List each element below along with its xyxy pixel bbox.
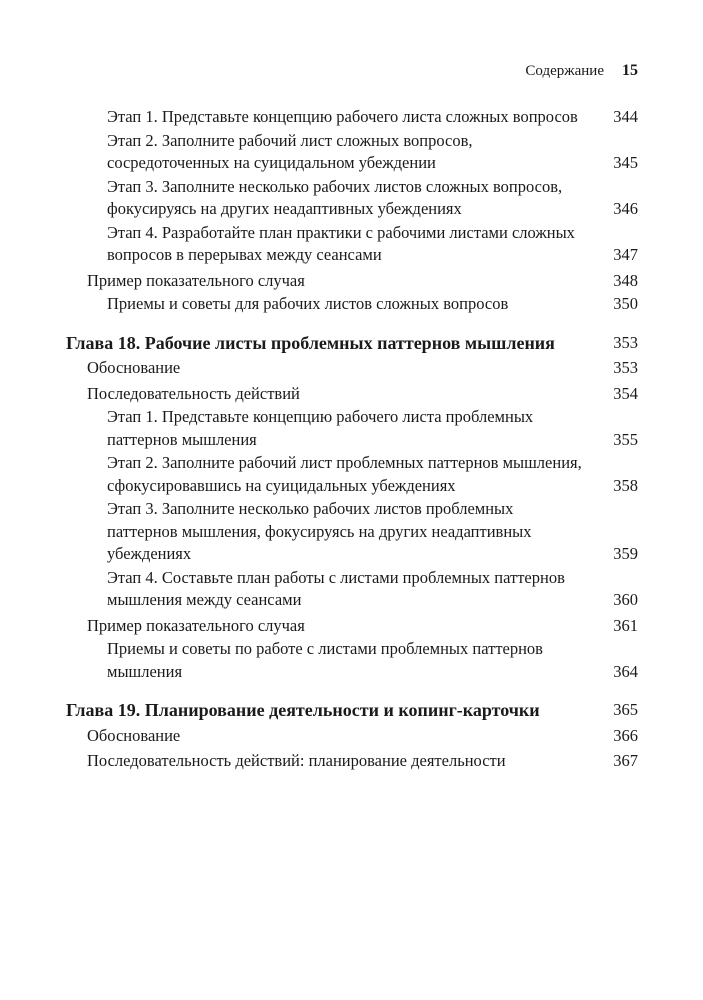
- toc-entry-page: 346: [613, 199, 638, 218]
- toc-chapter-entry: [66, 699, 638, 722]
- toc-entry-title: Пример показательного случая: [87, 615, 305, 635]
- toc-entry-page: 365: [613, 700, 638, 719]
- toc-subsection-entry: [66, 638, 638, 683]
- toc-entry-page: 360: [613, 590, 638, 609]
- toc-entry-title: Этап 1. Представьте концепцию рабочего листа проблемных паттернов мышления: [107, 407, 534, 449]
- toc-entry-title: Этап 4. Составьте план работы с листами проблемных паттернов мышления между сеансами: [107, 567, 565, 609]
- toc-entry-title: Этап 2. Заполните рабочий лист сложных вопросов, сосредоточенных на суицидальном убеждении: [107, 130, 473, 172]
- toc-subsection-entry: [66, 452, 638, 497]
- toc-subsection-entry: [66, 498, 638, 566]
- page-number: 15: [622, 62, 638, 79]
- toc-entry-page: 361: [613, 615, 638, 635]
- toc-entry-page: 354: [613, 383, 638, 403]
- toc-entry-page: 364: [613, 661, 638, 681]
- toc-entry-title: Последовательность действий: планирование деятельности: [87, 751, 506, 770]
- toc-entry-page: 366: [613, 725, 638, 745]
- toc-subsection-entry: [66, 106, 638, 129]
- toc-entry-title: Этап 4. Разработайте план практики с рабочими листами сложных вопросов в перерывах между сеансами: [107, 222, 575, 264]
- toc-subsection-entry: [66, 567, 638, 612]
- toc-section-entry: [66, 383, 638, 406]
- toc-entry-title: Приемы и советы для рабочих листов сложных вопросов: [107, 294, 509, 313]
- toc-entry-page: 350: [613, 294, 638, 313]
- toc-entry-title: Последовательность действий: [87, 383, 300, 403]
- table-of-contents: [66, 105, 638, 773]
- toc-entry-title: Этап 3. Заполните несколько рабочих листов сложных вопросов, фокусируясь на других неадаптивных убеждениях: [107, 176, 563, 218]
- toc-section-entry: [66, 270, 638, 293]
- toc-subsection-entry: [66, 222, 638, 267]
- toc-entry-title: Этап 2. Заполните рабочий лист проблемных паттернов мышления, сфокусировавшись на суицидальных убеждениях: [107, 453, 582, 495]
- toc-section-entry: [66, 750, 638, 773]
- toc-entry-page: 359: [613, 544, 638, 563]
- running-header: [525, 62, 638, 80]
- toc-chapter-entry: [66, 332, 638, 355]
- toc-entry-page: 347: [613, 245, 638, 264]
- toc-section-entry: [66, 725, 638, 748]
- toc-entry-title: Обоснование: [87, 725, 181, 745]
- toc-entry-page: 367: [613, 751, 638, 770]
- toc-entry-title: Глава 18. Рабочие листы проблемных паттернов мышления: [66, 332, 555, 353]
- toc-entry-page: 345: [613, 153, 638, 172]
- toc-entry-page: 353: [613, 358, 638, 377]
- toc-entry-page: 358: [613, 475, 638, 495]
- toc-entry-title: Обоснование: [87, 358, 181, 377]
- toc-entry-title: Этап 1. Представьте концепцию рабочего листа сложных вопросов: [107, 107, 578, 126]
- toc-subsection-entry: [66, 293, 638, 316]
- toc-section-entry: [66, 357, 638, 380]
- toc-entry-page: 344: [613, 107, 638, 126]
- toc-entry-title: Приемы и советы по работе с листами проблемных паттернов мышления: [107, 639, 543, 681]
- toc-entry-page: 353: [613, 332, 638, 352]
- toc-entry-title: Этап 3. Заполните несколько рабочих листов проблемных паттернов мышления, фокусируясь на других неадаптивных убеждениях: [107, 499, 532, 563]
- toc-subsection-entry: [66, 406, 638, 451]
- toc-subsection-entry: [66, 130, 638, 175]
- toc-entry-page: 348: [613, 270, 638, 290]
- toc-entry-page: 355: [613, 429, 638, 449]
- toc-subsection-entry: [66, 176, 638, 221]
- toc-section-entry: [66, 615, 638, 638]
- running-header-section: Содержание: [525, 63, 604, 79]
- toc-entry-title: Пример показательного случая: [87, 270, 305, 290]
- toc-entry-title: Глава 19. Планирование деятельности и копинг-карточки: [66, 700, 540, 720]
